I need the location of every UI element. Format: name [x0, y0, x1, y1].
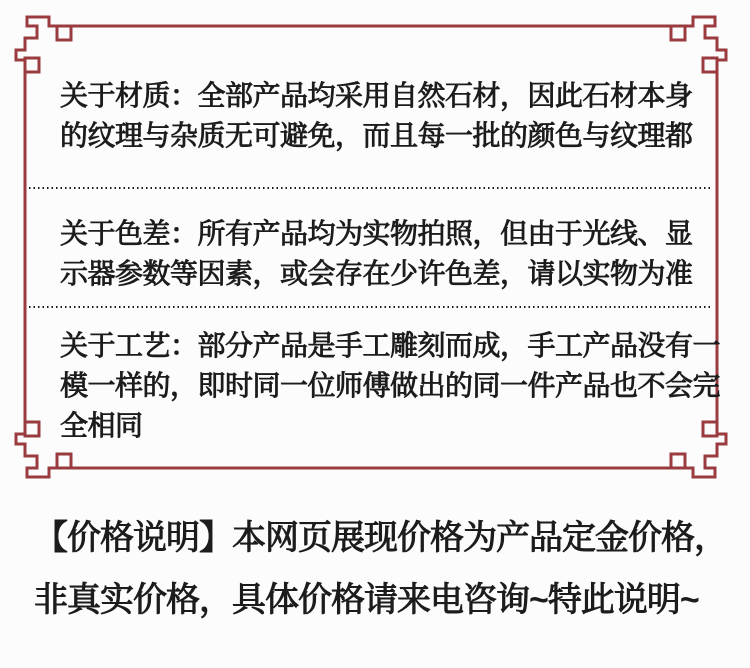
price-notice-line: 非真实价格，具体价格请来电咨询~特此说明~ [34, 581, 699, 619]
notice-line: 示器参数等因素，或会存在少许色差，请以实物为准 [60, 258, 693, 289]
notice-line: 的纹理与杂质无可避免，而且每一批的颜色与纹理都 [60, 120, 693, 151]
notice-line: 全相同 [60, 410, 143, 441]
craftsmanship-notice [29, 326, 721, 446]
notice-line: 关于色差：所有产品均为实物拍照，但由于光线、显 [60, 218, 693, 249]
notice-list [29, 14, 721, 446]
notice-line: 模一样的，即时同一位师傅做出的同一件产品也不会完 [60, 370, 721, 401]
color-difference-notice [29, 214, 713, 294]
notice-line: 关于工艺：部分产品是手工雕刻而成，手工产品没有一 [60, 330, 721, 361]
dotted-divider [29, 306, 713, 308]
price-notice-line: 【价格说明】本网页展现价格为产品定金价格， [34, 519, 727, 557]
material-notice [29, 76, 713, 156]
dotted-divider [29, 187, 713, 189]
price-notice [0, 507, 750, 631]
notice-line: 关于材质：全部产品均采用自然石材，因此石材本身 [60, 80, 693, 111]
decorative-frame [13, 14, 729, 480]
